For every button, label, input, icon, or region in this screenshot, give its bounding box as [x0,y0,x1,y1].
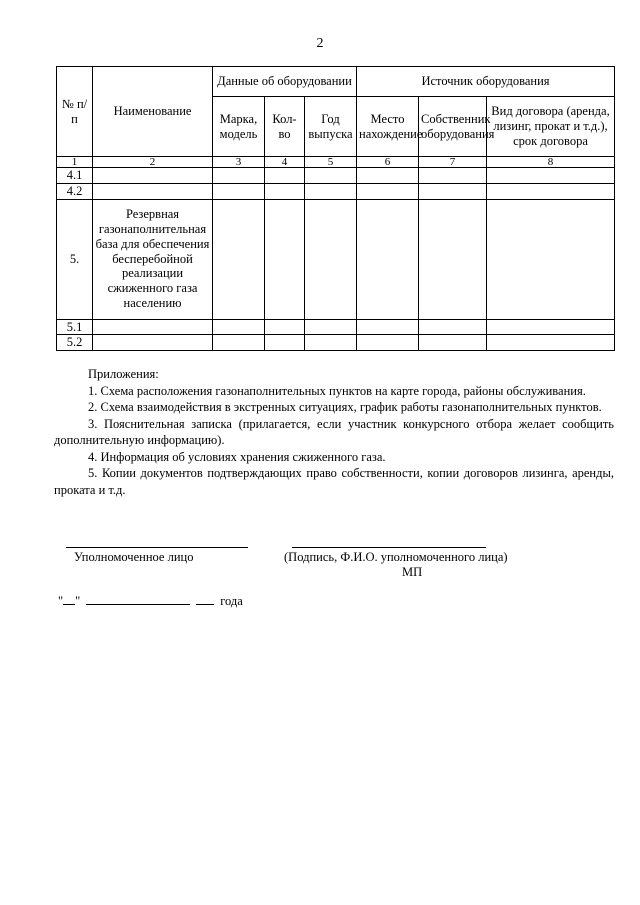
column-number: 3 [213,157,265,168]
row-number: 4.2 [57,183,93,199]
appendix-list [54,366,614,498]
stamp-placeholder: МП [402,565,423,579]
row-name: Резервная газонаполнительная база для обеспечения бесперебойной реализации сжиженного газа населению [93,199,213,319]
table-row [57,183,615,199]
year-label: года [220,594,243,608]
column-number: 5 [305,157,357,168]
authorized-person-label: Уполномоченное лицо [74,550,194,564]
row-name [93,183,213,199]
row-name [93,335,213,351]
table-row [57,199,615,319]
page-number: 2 [316,36,324,51]
header-owner: Собственник оборудования [419,97,487,157]
month-blank [86,594,190,605]
date-close-quote: " [75,594,81,608]
header-contract: Вид договора (аренда, лизинг, прокат и т.д.), срок договора [487,97,615,157]
header-location: Место нахождение [357,97,419,157]
column-number: 7 [419,157,487,168]
table-row [57,319,615,335]
appendix-item: 1. Схема расположения газонаполнительных пунктов на карте города, районы обслуживания. [88,383,586,398]
header-brand-model: Марка, модель [213,97,265,157]
column-number: 6 [357,157,419,168]
row-number: 5. [57,199,93,319]
column-number: 4 [265,157,305,168]
row-number: 5.2 [57,335,93,351]
appendix-item: 3. Пояснительная записка (прилагается, если участник конкурсного отбора желает сообщить дополнительную информацию). [54,416,614,447]
header-year: Год выпуска [305,97,357,157]
row-number: 4.1 [57,168,93,184]
header-equipment-source: Источник оборудования [357,67,615,97]
column-number: 2 [93,157,213,168]
appendix-item: 4. Информация об условиях хранения сжиженного газа. [88,449,386,464]
table-row [57,335,615,351]
year-blank [196,594,214,605]
header-name: Наименование [93,67,213,157]
day-blank [63,594,75,605]
row-number: 5.1 [57,319,93,335]
column-number: 1 [57,157,93,168]
appendix-item: 2. Схема взаимодействия в экстренных ситуациях, график работы газонаполнительных пунктов. [88,400,602,414]
authorized-person-line [66,547,248,548]
header-quantity: Кол-во [265,97,305,157]
header-equipment-data: Данные об оборудовании [213,67,357,97]
signature-line [292,547,486,548]
date-field [58,594,243,609]
column-number: 8 [487,157,615,168]
appendix-item: 5. Копии документов подтверждающих право собственности, копии договоров лизинга, аренды, проката и т.д. [54,466,614,497]
row-name [93,168,213,184]
equipment-table [56,66,615,351]
signature-label: (Подпись, Ф.И.О. уполномоченного лица) [284,550,508,564]
header-number: № п/п [57,67,93,157]
row-name [93,319,213,335]
table-row [57,168,615,184]
appendix-title: Приложения: [88,367,159,381]
date-open-quote: " [58,594,64,608]
